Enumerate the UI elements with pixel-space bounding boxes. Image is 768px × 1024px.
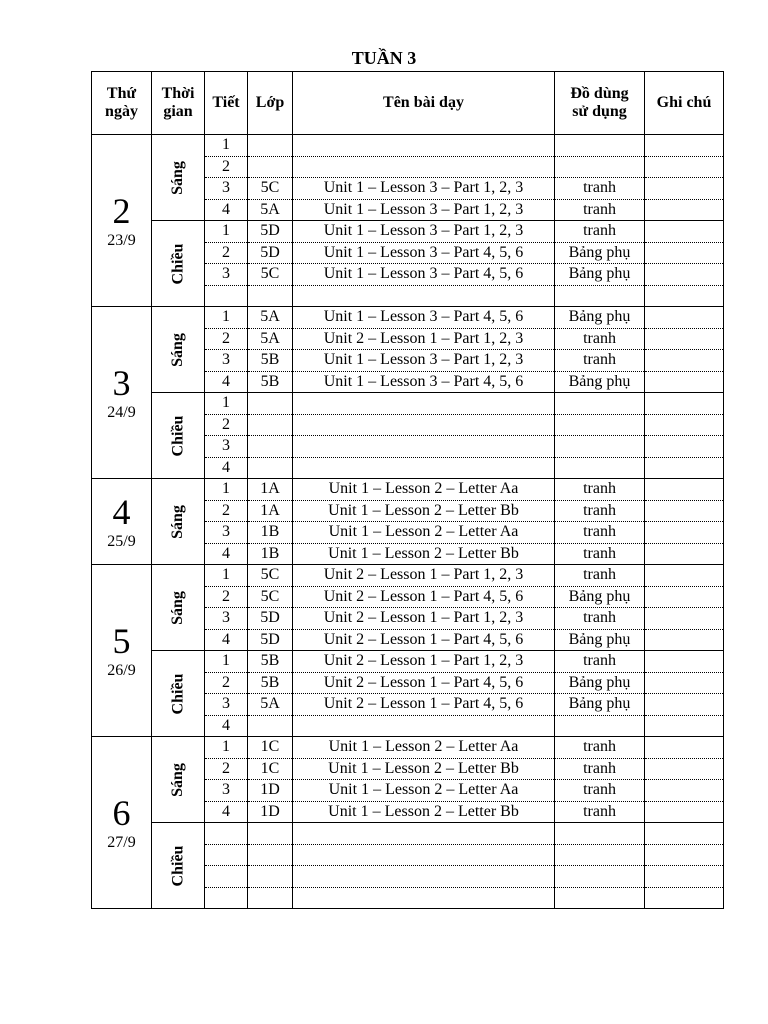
lesson-cell: Unit 2 – Lesson 1 – Part 4, 5, 6 <box>293 694 555 716</box>
schedule-body <box>92 135 724 909</box>
class-cell: 5C <box>248 565 293 587</box>
lesson-cell: Unit 1 – Lesson 3 – Part 4, 5, 6 <box>293 307 555 329</box>
notes-cell <box>645 629 724 651</box>
notes-cell <box>645 199 724 221</box>
table-row <box>92 737 724 759</box>
lesson-cell: Unit 2 – Lesson 1 – Part 1, 2, 3 <box>293 565 555 587</box>
lesson-cell: Unit 1 – Lesson 2 – Letter Aa <box>293 780 555 802</box>
class-cell: 5B <box>248 371 293 393</box>
class-cell <box>248 844 293 866</box>
materials-cell: tranh <box>555 801 645 823</box>
lesson-cell <box>293 844 555 866</box>
class-cell: 5A <box>248 199 293 221</box>
notes-cell <box>645 500 724 522</box>
class-cell: 1B <box>248 543 293 565</box>
class-cell: 5B <box>248 672 293 694</box>
session-label: Sáng <box>168 504 186 539</box>
day-cell <box>92 565 152 737</box>
notes-cell <box>645 135 724 157</box>
notes-cell <box>645 543 724 565</box>
period-cell: 3 <box>205 522 248 544</box>
period-cell: 2 <box>205 758 248 780</box>
day-number: 6 <box>112 792 131 833</box>
session-label: Chiều <box>169 243 186 284</box>
period-cell: 2 <box>205 156 248 178</box>
lesson-cell: Unit 1 – Lesson 2 – Letter Aa <box>293 479 555 501</box>
session-label: Sáng <box>168 332 186 367</box>
header-class: Lớp <box>248 72 293 135</box>
lesson-cell: Unit 1 – Lesson 2 – Letter Aa <box>293 522 555 544</box>
period-cell: 1 <box>205 307 248 329</box>
notes-cell <box>645 457 724 479</box>
materials-cell: tranh <box>555 758 645 780</box>
session-cell <box>152 823 205 909</box>
period-cell: 4 <box>205 457 248 479</box>
period-cell: 1 <box>205 221 248 243</box>
class-cell: 5C <box>248 178 293 200</box>
period-cell: 4 <box>205 199 248 221</box>
period-cell: 4 <box>205 543 248 565</box>
notes-cell <box>645 285 724 307</box>
notes-cell <box>645 715 724 737</box>
materials-cell <box>555 285 645 307</box>
schedule-table <box>91 71 724 909</box>
class-cell <box>248 393 293 415</box>
lesson-cell <box>293 887 555 909</box>
session-cell <box>152 565 205 651</box>
header-notes: Ghi chú <box>645 72 724 135</box>
class-cell: 5A <box>248 307 293 329</box>
lesson-cell: Unit 2 – Lesson 1 – Part 4, 5, 6 <box>293 629 555 651</box>
day-cell <box>92 135 152 307</box>
materials-cell: Bảng phụ <box>555 371 645 393</box>
lesson-cell: Unit 1 – Lesson 2 – Letter Aa <box>293 737 555 759</box>
header-materials: Đồ dùng sử dụng <box>555 72 645 135</box>
notes-cell <box>645 758 724 780</box>
notes-cell <box>645 565 724 587</box>
lesson-cell: Unit 1 – Lesson 2 – Letter Bb <box>293 543 555 565</box>
table-row <box>92 651 724 673</box>
notes-cell <box>645 156 724 178</box>
notes-cell <box>645 178 724 200</box>
notes-cell <box>645 672 724 694</box>
materials-cell: tranh <box>555 178 645 200</box>
table-row <box>92 135 724 157</box>
class-cell: 5D <box>248 221 293 243</box>
materials-cell <box>555 414 645 436</box>
materials-cell <box>555 866 645 888</box>
notes-cell <box>645 350 724 372</box>
day-date: 27/9 <box>107 833 136 851</box>
table-row <box>92 479 724 501</box>
materials-cell <box>555 823 645 845</box>
header-period: Tiết <box>205 72 248 135</box>
class-cell: 1C <box>248 758 293 780</box>
day-cell <box>92 737 152 909</box>
materials-cell: tranh <box>555 737 645 759</box>
period-cell: 3 <box>205 436 248 458</box>
class-cell <box>248 156 293 178</box>
notes-cell <box>645 844 724 866</box>
class-cell: 1A <box>248 479 293 501</box>
class-cell: 5B <box>248 350 293 372</box>
session-label: Chiều <box>169 673 186 714</box>
notes-cell <box>645 651 724 673</box>
day-date: 25/9 <box>107 532 136 550</box>
table-row <box>92 221 724 243</box>
lesson-cell <box>293 285 555 307</box>
notes-cell <box>645 694 724 716</box>
period-cell <box>205 844 248 866</box>
day-cell <box>92 307 152 479</box>
materials-cell: tranh <box>555 651 645 673</box>
period-cell: 1 <box>205 393 248 415</box>
session-label: Sáng <box>168 762 186 797</box>
class-cell <box>248 135 293 157</box>
period-cell <box>205 866 248 888</box>
period-cell: 1 <box>205 479 248 501</box>
materials-cell: Bảng phụ <box>555 629 645 651</box>
lesson-cell: Unit 1 – Lesson 2 – Letter Bb <box>293 801 555 823</box>
class-cell <box>248 715 293 737</box>
class-cell: 5D <box>248 608 293 630</box>
lesson-cell: Unit 2 – Lesson 1 – Part 1, 2, 3 <box>293 328 555 350</box>
lesson-cell: Unit 2 – Lesson 1 – Part 4, 5, 6 <box>293 586 555 608</box>
day-date: 23/9 <box>107 231 136 249</box>
period-cell: 1 <box>205 651 248 673</box>
lesson-cell <box>293 866 555 888</box>
class-cell: 5C <box>248 264 293 286</box>
session-label: Sáng <box>168 590 186 625</box>
class-cell <box>248 457 293 479</box>
notes-cell <box>645 780 724 802</box>
notes-cell <box>645 866 724 888</box>
lesson-cell <box>293 393 555 415</box>
table-row <box>92 565 724 587</box>
session-cell <box>152 221 205 307</box>
session-cell <box>152 307 205 393</box>
materials-cell: Bảng phụ <box>555 586 645 608</box>
page-title: TUẦN 3 <box>351 48 417 68</box>
class-cell <box>248 436 293 458</box>
period-cell: 2 <box>205 242 248 264</box>
materials-cell <box>555 844 645 866</box>
materials-cell: tranh <box>555 199 645 221</box>
materials-cell: tranh <box>555 565 645 587</box>
day-cell <box>92 479 152 565</box>
lesson-cell <box>293 135 555 157</box>
session-label: Chiều <box>169 415 186 456</box>
lesson-cell: Unit 2 – Lesson 1 – Part 1, 2, 3 <box>293 608 555 630</box>
period-cell: 2 <box>205 414 248 436</box>
materials-cell: tranh <box>555 522 645 544</box>
lesson-cell: Unit 1 – Lesson 3 – Part 4, 5, 6 <box>293 371 555 393</box>
lesson-cell: Unit 2 – Lesson 1 – Part 4, 5, 6 <box>293 672 555 694</box>
period-cell: 4 <box>205 629 248 651</box>
materials-cell: Bảng phụ <box>555 307 645 329</box>
header-time: Thời gian <box>152 72 205 135</box>
materials-cell <box>555 436 645 458</box>
header-row <box>92 72 724 135</box>
period-cell <box>205 285 248 307</box>
notes-cell <box>645 307 724 329</box>
lesson-cell <box>293 457 555 479</box>
class-cell: 5B <box>248 651 293 673</box>
table-row <box>92 393 724 415</box>
notes-cell <box>645 414 724 436</box>
lesson-cell: Unit 1 – Lesson 2 – Letter Bb <box>293 758 555 780</box>
class-cell <box>248 823 293 845</box>
session-cell <box>152 737 205 823</box>
class-cell <box>248 887 293 909</box>
materials-cell: tranh <box>555 479 645 501</box>
period-cell: 1 <box>205 135 248 157</box>
notes-cell <box>645 371 724 393</box>
period-cell: 3 <box>205 264 248 286</box>
materials-cell: Bảng phụ <box>555 264 645 286</box>
materials-cell: tranh <box>555 350 645 372</box>
notes-cell <box>645 393 724 415</box>
period-cell: 3 <box>205 178 248 200</box>
lesson-cell: Unit 1 – Lesson 3 – Part 1, 2, 3 <box>293 350 555 372</box>
lesson-cell: Unit 1 – Lesson 3 – Part 4, 5, 6 <box>293 242 555 264</box>
notes-cell <box>645 608 724 630</box>
session-label: Sáng <box>168 160 186 195</box>
period-cell <box>205 887 248 909</box>
notes-cell <box>645 479 724 501</box>
lesson-cell <box>293 156 555 178</box>
class-cell: 5A <box>248 694 293 716</box>
notes-cell <box>645 221 724 243</box>
class-cell: 5A <box>248 328 293 350</box>
period-cell: 2 <box>205 586 248 608</box>
materials-cell: Bảng phụ <box>555 672 645 694</box>
lesson-cell: Unit 1 – Lesson 3 – Part 1, 2, 3 <box>293 199 555 221</box>
notes-cell <box>645 242 724 264</box>
period-cell: 2 <box>205 500 248 522</box>
materials-cell: tranh <box>555 608 645 630</box>
period-cell: 4 <box>205 715 248 737</box>
period-cell: 2 <box>205 672 248 694</box>
class-cell: 1D <box>248 801 293 823</box>
day-number: 2 <box>112 190 131 231</box>
day-date: 24/9 <box>107 403 136 421</box>
session-label: Chiều <box>169 845 186 886</box>
notes-cell <box>645 586 724 608</box>
materials-cell: tranh <box>555 780 645 802</box>
lesson-cell <box>293 823 555 845</box>
class-cell: 1A <box>248 500 293 522</box>
lesson-cell <box>293 436 555 458</box>
lesson-cell: Unit 2 – Lesson 1 – Part 1, 2, 3 <box>293 651 555 673</box>
lesson-cell: Unit 1 – Lesson 3 – Part 1, 2, 3 <box>293 178 555 200</box>
materials-cell <box>555 135 645 157</box>
day-number: 4 <box>112 491 131 532</box>
class-cell: 5D <box>248 629 293 651</box>
materials-cell <box>555 457 645 479</box>
header-day: Thứ ngày <box>92 72 152 135</box>
notes-cell <box>645 436 724 458</box>
materials-cell: tranh <box>555 543 645 565</box>
period-cell: 3 <box>205 780 248 802</box>
notes-cell <box>645 887 724 909</box>
materials-cell: Bảng phụ <box>555 242 645 264</box>
materials-cell: tranh <box>555 500 645 522</box>
materials-cell: Bảng phụ <box>555 694 645 716</box>
materials-cell <box>555 393 645 415</box>
session-cell <box>152 393 205 479</box>
day-number: 5 <box>112 620 131 661</box>
period-cell: 1 <box>205 565 248 587</box>
lesson-cell: Unit 1 – Lesson 3 – Part 1, 2, 3 <box>293 221 555 243</box>
table-row <box>92 307 724 329</box>
materials-cell: tranh <box>555 221 645 243</box>
notes-cell <box>645 522 724 544</box>
class-cell: 1D <box>248 780 293 802</box>
day-date: 26/9 <box>107 661 136 679</box>
period-cell: 3 <box>205 350 248 372</box>
class-cell <box>248 866 293 888</box>
day-number: 3 <box>112 362 131 403</box>
lesson-cell: Unit 1 – Lesson 2 – Letter Bb <box>293 500 555 522</box>
class-cell <box>248 414 293 436</box>
period-cell: 3 <box>205 694 248 716</box>
materials-cell <box>555 715 645 737</box>
lesson-cell: Unit 1 – Lesson 3 – Part 4, 5, 6 <box>293 264 555 286</box>
notes-cell <box>645 737 724 759</box>
table-row <box>92 823 724 845</box>
session-cell <box>152 479 205 565</box>
header-lesson: Tên bài dạy <box>293 72 555 135</box>
notes-cell <box>645 328 724 350</box>
lesson-cell <box>293 414 555 436</box>
materials-cell: tranh <box>555 328 645 350</box>
materials-cell <box>555 156 645 178</box>
class-cell <box>248 285 293 307</box>
period-cell: 2 <box>205 328 248 350</box>
class-cell: 5C <box>248 586 293 608</box>
period-cell: 4 <box>205 371 248 393</box>
lesson-cell <box>293 715 555 737</box>
class-cell: 5D <box>248 242 293 264</box>
notes-cell <box>645 823 724 845</box>
notes-cell <box>645 264 724 286</box>
period-cell <box>205 823 248 845</box>
session-cell <box>152 135 205 221</box>
materials-cell <box>555 887 645 909</box>
class-cell: 1C <box>248 737 293 759</box>
period-cell: 1 <box>205 737 248 759</box>
period-cell: 4 <box>205 801 248 823</box>
period-cell: 3 <box>205 608 248 630</box>
class-cell: 1B <box>248 522 293 544</box>
session-cell <box>152 651 205 737</box>
notes-cell <box>645 801 724 823</box>
